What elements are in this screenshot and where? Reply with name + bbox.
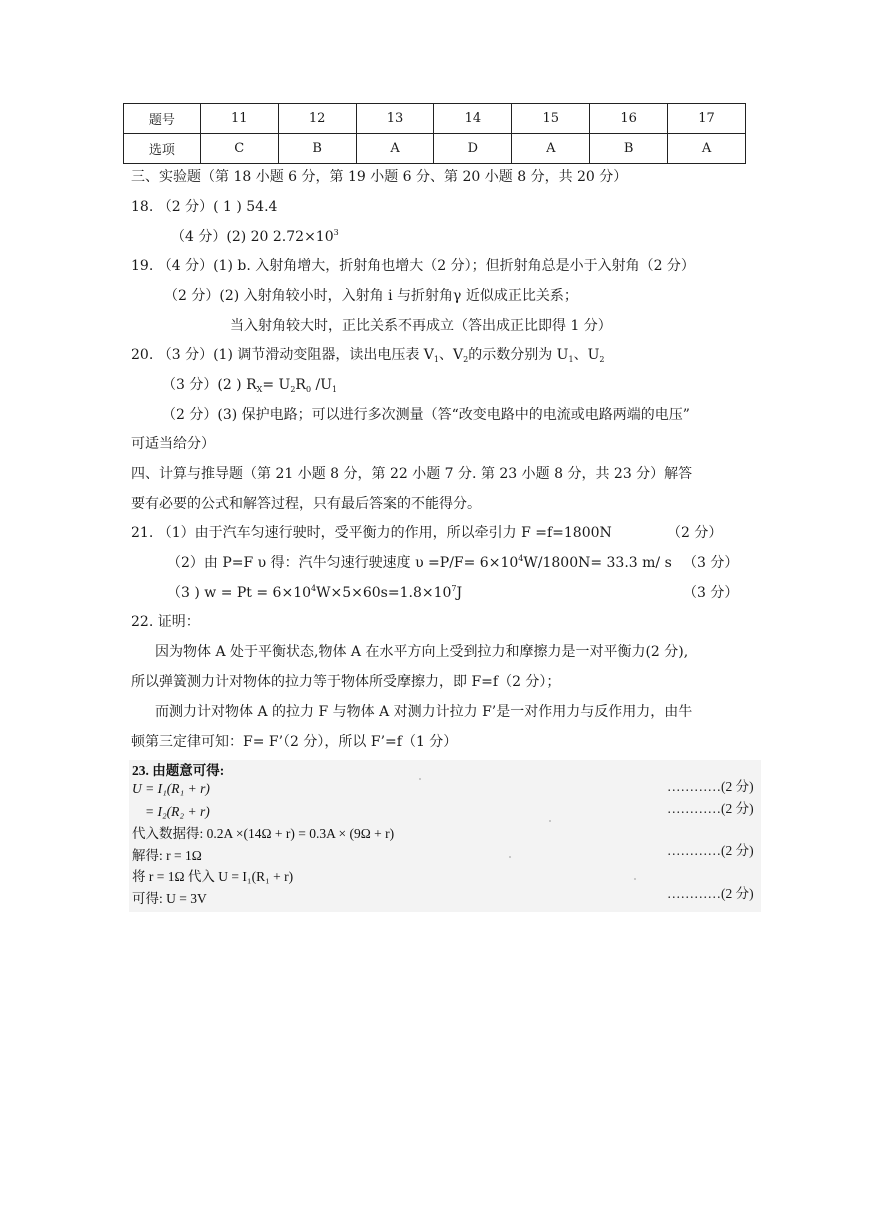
q20-line4: 可适当给分） [131,436,215,452]
q23-marks-3: …………(2 分) [667,843,754,858]
table-row-numbers [124,104,746,134]
table-cell: 17 [668,104,746,134]
q18-line2: （4 分）(2) 20 $2.72\times 10^3$ [171,228,339,245]
scan-speck [509,856,511,858]
q20-line1: 20. （3 分）(1) 调节滑动变阻器，读出电压表 $V_1$、$V_2$的示数分别为 $U_1$、$U_2$ [131,347,605,364]
scan-speck [419,778,421,780]
table-header-choice: 选项 [124,134,201,164]
q23-title: 23. 由题意可得: [132,763,225,778]
table-cell: 15 [512,104,590,134]
q22-label: 22. 证明： [131,614,200,630]
table-cell: B [278,134,356,164]
q22-paragraph2-line2: 顿第三定律可知：F= F’（2 分），所以 F’=f（1 分） [131,734,458,750]
q22-paragraph1-line2: 所以弹簧测力计对物体的拉力等于物体所受摩擦力，即 F=f（2 分）； [131,674,561,690]
table-cell: 14 [434,104,512,134]
table-header-number: 题号 [124,104,201,134]
q23-marks-1: …………(2 分) [667,779,754,794]
q20-line3: （2 分）(3) 保护电路；可以进行多次测量（答“改变电路中的电流或电路两端的电压” [162,407,690,423]
q23-substitute-r: 将 r = 1Ω 代入 U = I₁(R₁ + r) [132,869,294,884]
q23-formula-1: U = I₁(R₁ + r) [132,781,210,796]
q23-formula-2: = I₂(R₂ + r) [145,804,210,819]
q21-line3-marks: （3 分） [683,585,739,601]
section3-heading: 三、实验题（第 18 小题 6 分，第 19 小题 6 分、第 20 小题 8 分，共 20 分） [131,169,628,185]
q23-result: 可得: U = 3V [132,891,207,906]
q18-line1: 18. （2 分）( 1 ) 54.4 [131,199,278,215]
table-cell: 11 [200,104,278,134]
table-cell: B [590,134,668,164]
q23-marks-4: …………(2 分) [667,886,754,901]
q23-marks-2: …………(2 分) [667,801,754,816]
table-cell: 12 [278,104,356,134]
q21-line1-marks: （2 分） [667,525,723,541]
table-cell: 13 [356,104,434,134]
table-row-choices [124,134,746,164]
table-cell: C [200,134,278,164]
section4-heading-line2: 要有必要的公式和解答过程，只有最后答案的不能得分。 [131,496,481,512]
table-cell: 16 [590,104,668,134]
table-cell: A [356,134,434,164]
q19-line1: 19. （4 分）(1) b. 入射角增大，折射角也增大（2 分）；但折射角总是小于入射角（2 分） [131,258,695,274]
q19-line3: 当入射角较大时，正比关系不再成立（答出成正比即得 1 分） [230,318,612,334]
answer-table [123,103,746,164]
q21-line1: 21. （1）由于汽车匀速行驶时，受平衡力的作用，所以牵引力 F =f=1800N [131,525,612,541]
table-cell: D [434,134,512,164]
scan-speck [634,878,636,880]
q22-paragraph1-line1: 因为物体 A 处于平衡状态,物体 A 在水平方向上受到拉力和摩擦力是一对平衡力(2 分), [155,644,689,660]
q21-line2-marks: （3 分） [683,555,739,571]
scan-speck [549,820,551,822]
q21-line2: （2）由 P=F υ 得：汽牛匀速行驶速度 $\upsilon =P/F= 6\times 10^4W/1800N= 33.3$ m/ s [167,554,672,571]
table-cell: A [668,134,746,164]
q23-substitution: 代入数据得: 0.2A ×(14Ω + r) = 0.3A × (9Ω + r) [132,826,395,841]
q23-scanned-block [129,760,761,912]
q20-line2: （3 分）(2 ) $R_X= U_2R_0$ $/U_1$ [162,377,338,394]
q22-paragraph2-line1: 而测力计对物体 A 的拉力 F 与物体 A 对测力计拉力 F’是一对作用力与反作用力，由牛 [155,704,693,720]
q19-line2: （2 分）(2) 入射角较小时，入射角 i 与折射角γ 近似成正比关系； [164,288,578,304]
q23-solve: 解得: r = 1Ω [132,848,202,863]
q21-line3: （3 ) $w = Pt = 6\times 10^4W\times 5\times 60s=1.8\times 10^7J$ [167,584,463,601]
table-cell: A [512,134,590,164]
section4-heading-line1: 四、计算与推导题（第 21 小题 8 分，第 22 小题 7 分. 第 23 小题 8 分，共 23 分）解答 [131,466,693,482]
